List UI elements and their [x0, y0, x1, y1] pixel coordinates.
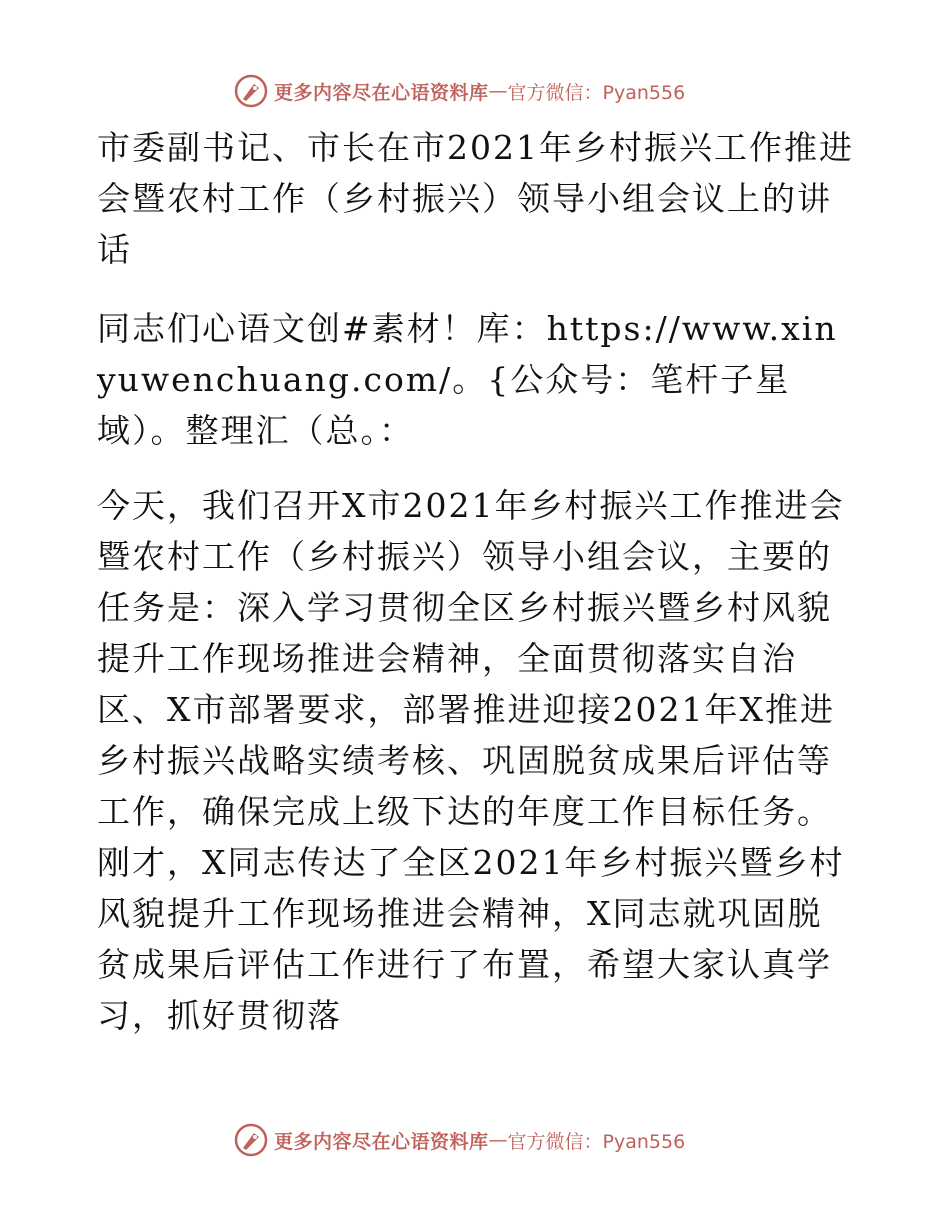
body-paragraph: 今天，我们召开X市2021年乡村振兴工作推进会暨农村工作（乡村振兴）领导小组会议，主要的任务是：深入学习贯彻全区乡村振兴暨乡村风貌提升工作现场推进会精神，全面贯彻落实自治区、X市部署要求，部署推进迎接2021年X推进乡村振兴战略实绩考核、巩固脱贫成果后评估等工作，确保完成上级下达的年度工作目标任务。刚才，X同志传达了全区2021年乡村振兴暨乡村风貌提升工作现场推进会精神，X同志就巩固脱贫成果后评估工作进行了布置，希望大家认真学习，抓好贯彻落	[97, 486, 845, 1035]
pen-nib-logo-icon	[234, 74, 268, 108]
intro-paragraph: 同志们心语文创#素材！库：https://www.xinyuwenchuang.com/。{公众号：笔杆子星域）。整理汇（总。：	[97, 309, 838, 450]
banner-contact: 官方微信：Pyan556	[507, 81, 686, 104]
banner-contact: 官方微信：Pyan556	[507, 1130, 686, 1153]
document-title: 市委副书记、市长在市2021年乡村振兴工作推进会暨农村工作（乡村振兴）领导小组会议上的讲话	[97, 128, 854, 269]
footer-banner	[234, 1122, 685, 1158]
banner-separator: —	[488, 80, 508, 102]
document-body	[97, 122, 857, 1041]
banner-text: 更多内容尽在心语资料库	[274, 81, 489, 104]
banner-separator: —	[488, 1129, 508, 1151]
banner-text: 更多内容尽在心语资料库	[274, 1130, 489, 1153]
pen-nib-logo-icon	[234, 1123, 268, 1157]
header-banner	[234, 73, 685, 109]
